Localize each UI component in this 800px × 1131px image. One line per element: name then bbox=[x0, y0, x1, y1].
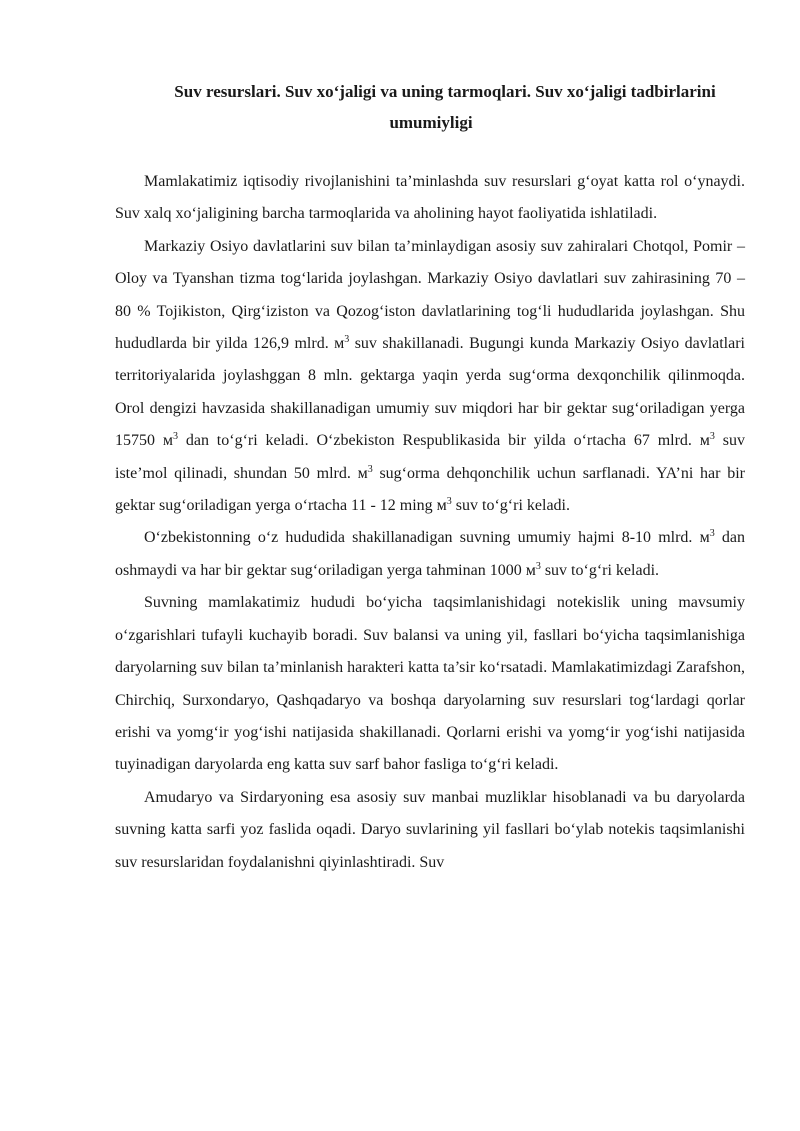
paragraph-text: sug‘orma dehqonchilik uchun sarflanadi. YA’ni har bir gektar sug‘oriladigan yerga o‘rtacha 11 - 12 ming м bbox=[115, 464, 745, 515]
paragraph-text: suv iste’mol qilinadi, shundan 50 mlrd. м bbox=[115, 432, 746, 482]
paragraph-text: Amudaryo va Sirdaryoning esa asosiy suv manbai muzliklar hisoblanadi va bu daryolarda suvning katta sarfi yoz faslida oqadi. Daryo suvlarining yil fasllari bo‘ylab notekis taqsimlanishi suv resurslaridan foydalanishni qiyinlashtiradi. Suv bbox=[115, 788, 745, 871]
paragraph bbox=[115, 782, 745, 879]
unit-superscript: 3 bbox=[709, 528, 715, 540]
unit-superscript: 3 bbox=[709, 431, 715, 443]
unit-superscript: 3 bbox=[344, 334, 350, 346]
paragraph bbox=[115, 166, 745, 231]
paragraph-text: dan to‘g‘ri keladi. O‘zbekiston Respublikasida bir yilda o‘rtacha 67 mlrd. м bbox=[177, 432, 710, 450]
document-body bbox=[115, 166, 745, 879]
page-title: Suv resurslari. Suv xo‘jaligi va uning tarmoqlari. Suv xo‘jaligi tadbirlarini umumiyligi bbox=[174, 82, 716, 132]
paragraph bbox=[115, 587, 745, 781]
paragraph bbox=[115, 522, 745, 587]
unit-superscript: 3 bbox=[446, 496, 452, 508]
paragraph bbox=[115, 231, 745, 523]
unit-superscript: 3 bbox=[535, 560, 541, 572]
unit-superscript: 3 bbox=[367, 463, 373, 475]
unit-superscript: 3 bbox=[172, 431, 178, 443]
paragraph-text: Mamlakatimiz iqtisodiy rivojlanishini ta’minlashda suv resurslari g‘oyat katta rol o‘ynaydi. Suv xalq xo‘jaligining barcha tarmoqlarida va aholining hayot faoliyatida ishlatiladi. bbox=[115, 173, 745, 223]
paragraph-text: suv to‘g‘ri keladi. bbox=[451, 497, 570, 515]
paragraph-text: O‘zbekistonning o‘z hududida shakillanadigan suvning umumiy hajmi 8-10 mlrd. м bbox=[144, 529, 710, 547]
paragraph-text: suv shakillanadi. Bugungi kunda Markaziy Osiyo davlatlari territoriyalarida joylashggan 8 mln. gektarga yaqin yerda sug‘orma dexqonchilik qilinmoqda. Orol dengizi havzasida shakillanadigan umumiy suv miqdori har bir gektar sug‘oriladigan yerga 15750 м bbox=[115, 335, 746, 450]
paragraph-text: Markaziy Osiyo davlatlarini suv bilan ta’minlaydigan asosiy suv zahiralari Chotqol, Pomir – Oloy va Tyanshan tizma tog‘larida joylashgan. Markaziy Osiyo davlatlari suv zahirasining 70 – 80 % Tojikiston, Qirg‘iziston va Qozog‘iston davlatlarining tog‘li hududlarida joylashgan. Shu hududlarda bir yilda 126,9 mlrd. м bbox=[115, 237, 745, 353]
paragraph-text: Suvning mamlakatimiz hududi bo‘yicha taqsimlanishidagi notekislik uning mavsumiy o‘zgarishlari tufayli kuchayib boradi. Suv balansi va uning yil, fasllari bo‘yicha taqsimlanishiga daryolarning suv bilan ta’minlanish harakteri katta ta’sir ko‘rsatadi. Mamlakatimizdagi Zarafshon, Chirchiq, Surxondaryo, Qashqadaryo va boshqa daryolarning suv resurslari tog‘lardagi qorlar erishi va yomg‘ir yog‘ishi natijasida shakillanadi. Qorlarni erishi va yomg‘ir yog‘ishi natijasida tuyinadigan daryolarda eng katta suv sarf bahor fasliga to‘g‘ri keladi. bbox=[115, 594, 745, 774]
paragraph-text: dan oshmaydi va har bir gektar sug‘oriladigan yerga tahminan 1000 м bbox=[115, 529, 745, 579]
paragraph-text: suv to‘g‘ri keladi. bbox=[540, 561, 660, 579]
